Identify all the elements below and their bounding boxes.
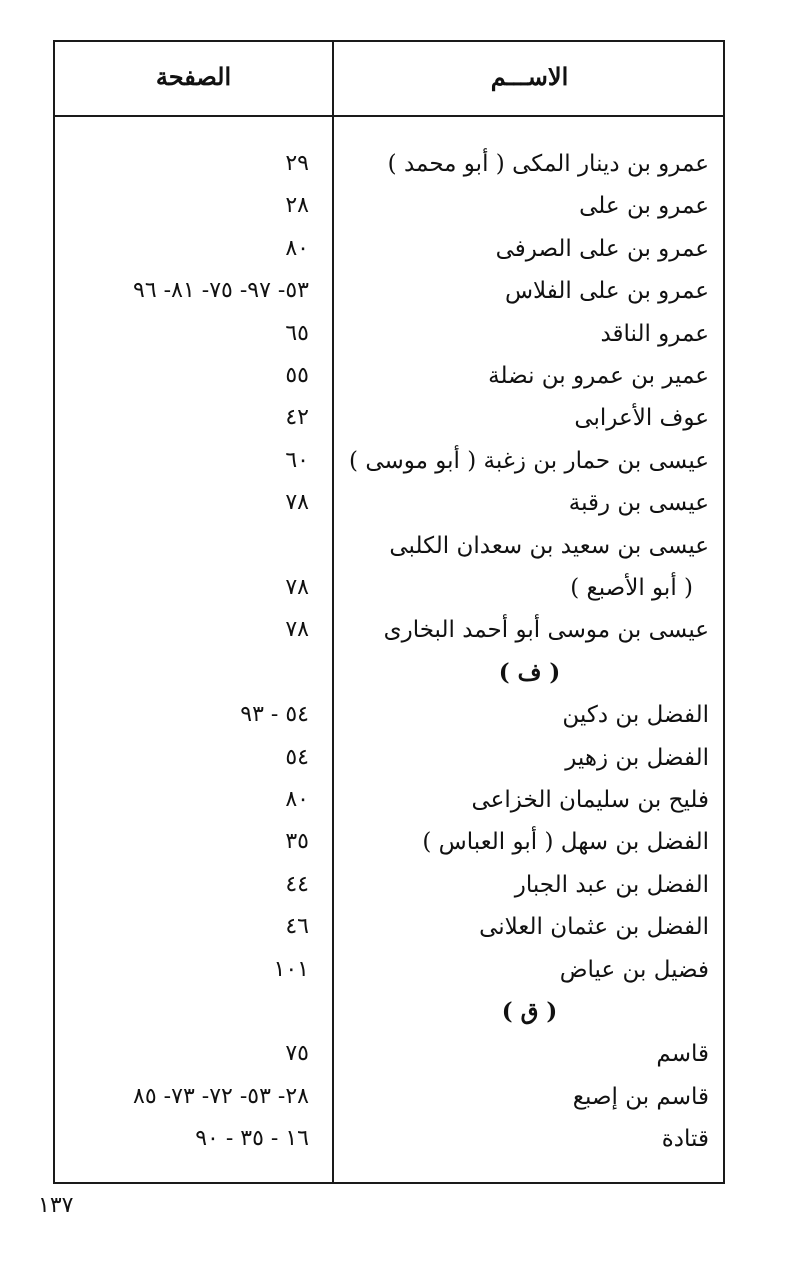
entry-pages: ١٦ - ٣٥ - ٩٠ bbox=[195, 1126, 309, 1152]
entry-name: قتادة bbox=[661, 1126, 709, 1153]
entry-pages: ٢٨ bbox=[285, 193, 309, 219]
entry-pages: ٦٥ bbox=[285, 320, 309, 346]
entry-name: قاسم بن إصبع bbox=[572, 1083, 709, 1110]
name-column-header: الاســـم bbox=[490, 62, 569, 91]
entry-pages: ٧٨ bbox=[285, 617, 309, 643]
entry-name: عمير بن عمرو بن نضلة bbox=[488, 363, 709, 389]
entry-name: الفضل بن عثمان العلانى bbox=[479, 914, 709, 941]
entry-name: عوف الأعرابى bbox=[574, 405, 709, 432]
section-letter: ( ق ) bbox=[501, 998, 558, 1025]
entry-pages bbox=[49, 525, 309, 567]
entry-pages: ٥٤ bbox=[285, 744, 309, 770]
entry-pages: ٧٥ bbox=[285, 1041, 309, 1067]
entry-pages: ٨٠ bbox=[285, 787, 309, 812]
index-entry-row bbox=[0, 737, 793, 779]
entry-name: عيسى بن رقبة bbox=[568, 490, 709, 517]
entry-pages: ٦٠ bbox=[285, 447, 309, 473]
entry-pages: ٤٤ bbox=[285, 871, 309, 897]
index-entry-row bbox=[0, 1033, 793, 1075]
entry-pages bbox=[49, 652, 309, 694]
entry-name: الفضل بن زهير bbox=[565, 744, 709, 771]
entry-name: عمرو بن على الصرفى bbox=[495, 235, 709, 262]
index-entry-row bbox=[0, 397, 793, 439]
index-entry-row bbox=[0, 1076, 793, 1118]
index-entry-row bbox=[0, 143, 793, 185]
index-entry-row bbox=[0, 779, 793, 821]
entry-name: الفضل بن دكين bbox=[562, 702, 709, 729]
index-entry-row bbox=[0, 694, 793, 736]
entry-pages: ٨٠ bbox=[285, 235, 309, 261]
index-entry-row bbox=[0, 609, 793, 651]
index-entry-row bbox=[0, 567, 793, 609]
section-letter: ( ف ) bbox=[498, 658, 561, 686]
entry-name: عمرو بن على الفلاس bbox=[504, 278, 709, 305]
entry-pages: ٣٥ bbox=[285, 829, 309, 855]
entry-pages: ٧٨ bbox=[285, 490, 309, 516]
index-entry-row bbox=[0, 355, 793, 397]
entry-name: عيسى بن موسى أبو أحمد البخارى bbox=[383, 617, 709, 644]
index-entry-row bbox=[0, 525, 793, 567]
entry-name: عيسى بن سعيد بن سعدان الكلبى bbox=[389, 532, 709, 559]
section-heading-row bbox=[0, 991, 793, 1033]
index-entry-row bbox=[0, 864, 793, 906]
entry-pages: ٥٣- ٩٧- ٧٥- ٨١- ٩٦ bbox=[133, 278, 309, 304]
entry-pages bbox=[49, 991, 309, 1033]
entry-pages: ١٠١ bbox=[273, 956, 309, 982]
entry-pages: ٥٤ - ٩٣ bbox=[240, 702, 309, 728]
section-heading-row bbox=[0, 652, 793, 694]
entry-name: عمرو الناقد bbox=[600, 320, 709, 347]
index-entry-row bbox=[0, 906, 793, 948]
index-entry-row bbox=[0, 313, 793, 355]
entry-name: عمرو بن على bbox=[579, 193, 709, 220]
page-number: ١٣٧ bbox=[38, 1193, 74, 1218]
header-divider bbox=[53, 115, 725, 117]
index-entry-row bbox=[0, 482, 793, 524]
index-entry-row bbox=[0, 185, 793, 227]
page-column-header: الصفحة bbox=[155, 62, 232, 91]
entry-name: الفضل بن سهل ( أبو العباس ) bbox=[422, 829, 709, 856]
entry-name: فليح بن سليمان الخزاعى bbox=[471, 787, 709, 813]
index-entry-row bbox=[0, 440, 793, 482]
index-entry-row bbox=[0, 228, 793, 270]
entry-pages: ٥٥ bbox=[285, 363, 309, 388]
entry-name: عيسى بن حمار بن زغبة ( أبو موسى ) bbox=[349, 447, 709, 474]
entry-name: الفضل بن عبد الجبار bbox=[514, 871, 709, 898]
index-entry-row bbox=[0, 949, 793, 991]
entry-pages: ٢٩ bbox=[285, 151, 309, 176]
entry-name: قاسم bbox=[656, 1041, 709, 1068]
entry-pages: ٤٦ bbox=[285, 914, 309, 940]
entry-name: ( أبو الأصبع ) bbox=[570, 575, 693, 601]
entry-pages: ٤٢ bbox=[285, 405, 309, 431]
index-entry-row bbox=[0, 821, 793, 863]
entry-name: عمرو بن دينار المكى ( أبو محمد ) bbox=[387, 151, 709, 177]
entry-pages: ٢٨- ٥٣- ٧٢- ٧٣- ٨٥ bbox=[133, 1083, 309, 1109]
index-entry-row bbox=[0, 270, 793, 312]
entry-name: فضيل بن عياض bbox=[559, 956, 709, 983]
index-entry-row bbox=[0, 1118, 793, 1160]
entry-pages: ٧٨ bbox=[285, 575, 309, 600]
